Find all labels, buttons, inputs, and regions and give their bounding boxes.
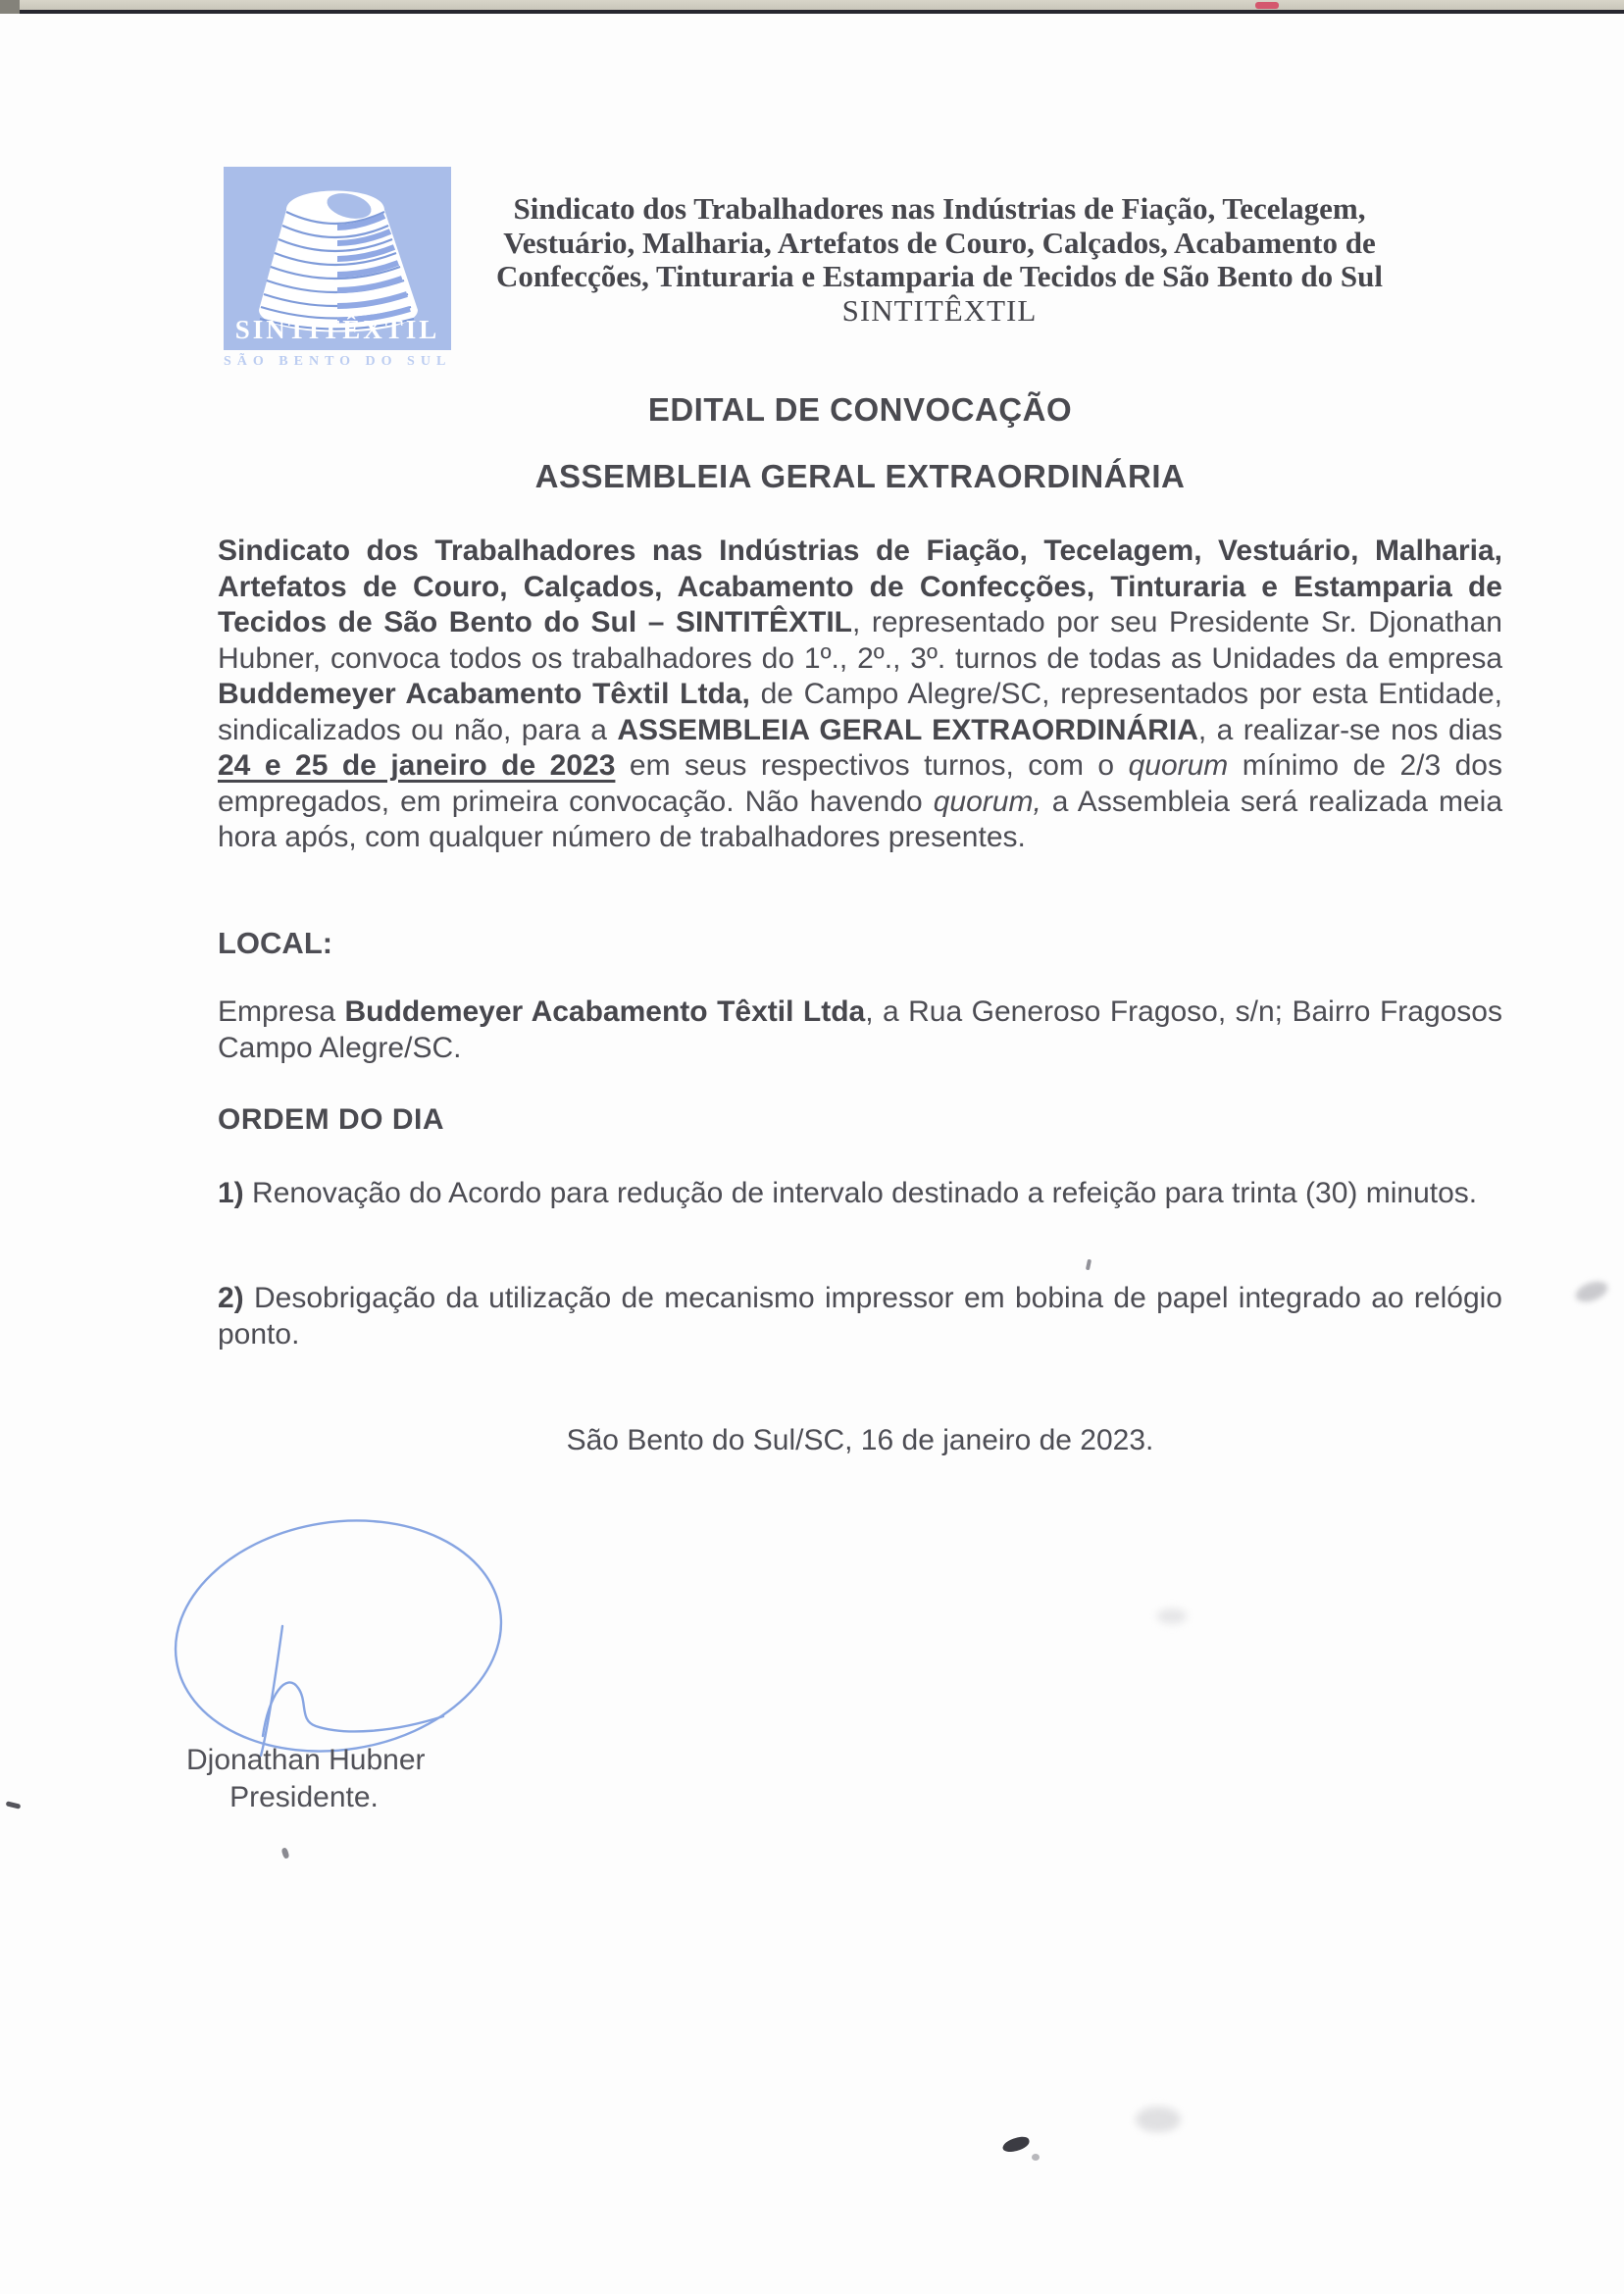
agenda-item-2 (218, 1281, 1502, 1352)
text-segment: Sindicato dos Trabalhadores nas Indústrias de Fiação, Tecelagem, Vestuário, Malharia, Artefatos de Couro, Calçados, Acabamento de Confecções, Tinturaria e Estamparia de Tecidos de São Bento do Sul – SINTITÊXTIL (218, 535, 1502, 638)
letterhead-line-2: Vestuário, Malharia, Artefatos de Couro, Calçados, Acabamento de (503, 225, 1376, 260)
signer-role: Presidente. (229, 1781, 379, 1813)
signature-scribble (147, 1508, 530, 1775)
scan-artifact-apostrophe (1086, 1259, 1091, 1271)
agenda-heading: ORDEM DO DIA (218, 1103, 444, 1136)
scanner-edge-strip (0, 0, 1624, 14)
signer-name: Djonathan Hubner (186, 1744, 426, 1776)
text-segment: Desobrigação da utilização de mecanismo impressor em bobina de papel integrado ao relógio ponto. (218, 1282, 1502, 1351)
letterhead-acronym: SINTITÊXTIL (841, 292, 1038, 328)
text-segment: , representado por seu Presidente Sr. Djonathan Hubner, convoca todos os trabalhadores do 1º., 2º., 3º. turnos de todas as Unidades da empresa (218, 606, 1502, 675)
text-segment: Renovação do Acordo para redução de intervalo destinado a refeição para trinta (30) minutos. (243, 1177, 1478, 1209)
text-segment: a Assembleia será realizada meia hora após, com qualquer número de trabalhadores presentes. (218, 785, 1502, 853)
text-segment: Buddemeyer Acabamento Têxtil Ltda (344, 995, 866, 1028)
scanner-edge-corner (0, 0, 20, 14)
logo-acronym: SINTITÊXTIL (234, 315, 440, 344)
scan-artifact-dash (6, 1801, 22, 1809)
text-segment: em seus respectivos turnos, com o (615, 749, 1129, 782)
text-segment: ASSEMBLEIA GERAL EXTRAORDINÁRIA (617, 713, 1198, 746)
text-segment: Buddemeyer Acabamento Têxtil Ltda, (218, 678, 750, 710)
sintitextil-logo (224, 167, 452, 369)
union-letterhead (469, 192, 1410, 328)
convocation-paragraph (218, 534, 1502, 856)
text-segment: Empresa (218, 995, 345, 1028)
text-segment: 24 e 25 de janeiro de 2023 (218, 749, 616, 782)
local-heading: LOCAL: (218, 926, 333, 960)
text-segment: mínimo de 2/3 dos empregados, em primeira convocação. Não havendo (218, 749, 1502, 818)
text-segment: , a realizar-se nos dias (1197, 713, 1502, 746)
local-paragraph (218, 994, 1502, 1066)
text-segment: de Campo Alegre/SC, representados por esta Entidade, sindicalizados ou não, para a (218, 678, 1502, 746)
text-segment: , a Rua Generoso Fragoso, s/n; Bairro Fragosos Campo Alegre/SC. (218, 995, 1502, 1064)
yarn-cone-icon (224, 167, 451, 350)
scanner-red-mark (1255, 2, 1279, 9)
text-segment: 2) (218, 1282, 244, 1314)
scan-artifact-smudge-2 (1573, 1278, 1610, 1306)
logo-caption: SÃO BENTO DO SUL (224, 354, 452, 369)
document-subtitle: ASSEMBLEIA GERAL EXTRAORDINÁRIA (534, 458, 1186, 494)
text-segment: quorum, (933, 785, 1041, 818)
scan-artifact-speck-small (1032, 2154, 1040, 2161)
scan-artifact-tick (280, 1847, 289, 1859)
scan-artifact-speck (1001, 2135, 1031, 2154)
text-segment: 1) (218, 1177, 244, 1209)
scan-artifact-smudge-1 (1136, 2107, 1181, 2132)
scan-artifact-smudge-3 (1157, 1608, 1187, 1624)
agenda-item-1 (218, 1176, 1502, 1212)
dateline: São Bento do Sul/SC, 16 de janeiro de 2023. (566, 1424, 1154, 1456)
text-segment: quorum (1128, 749, 1229, 782)
document-title: EDITAL DE CONVOCAÇÃO (647, 391, 1073, 428)
letterhead-line-3: Confecções, Tinturaria e Estamparia de Tecidos de São Bento do Sul (496, 259, 1383, 293)
letterhead-line-1: Sindicato dos Trabalhadores nas Indústrias de Fiação, Tecelagem, (513, 191, 1366, 226)
